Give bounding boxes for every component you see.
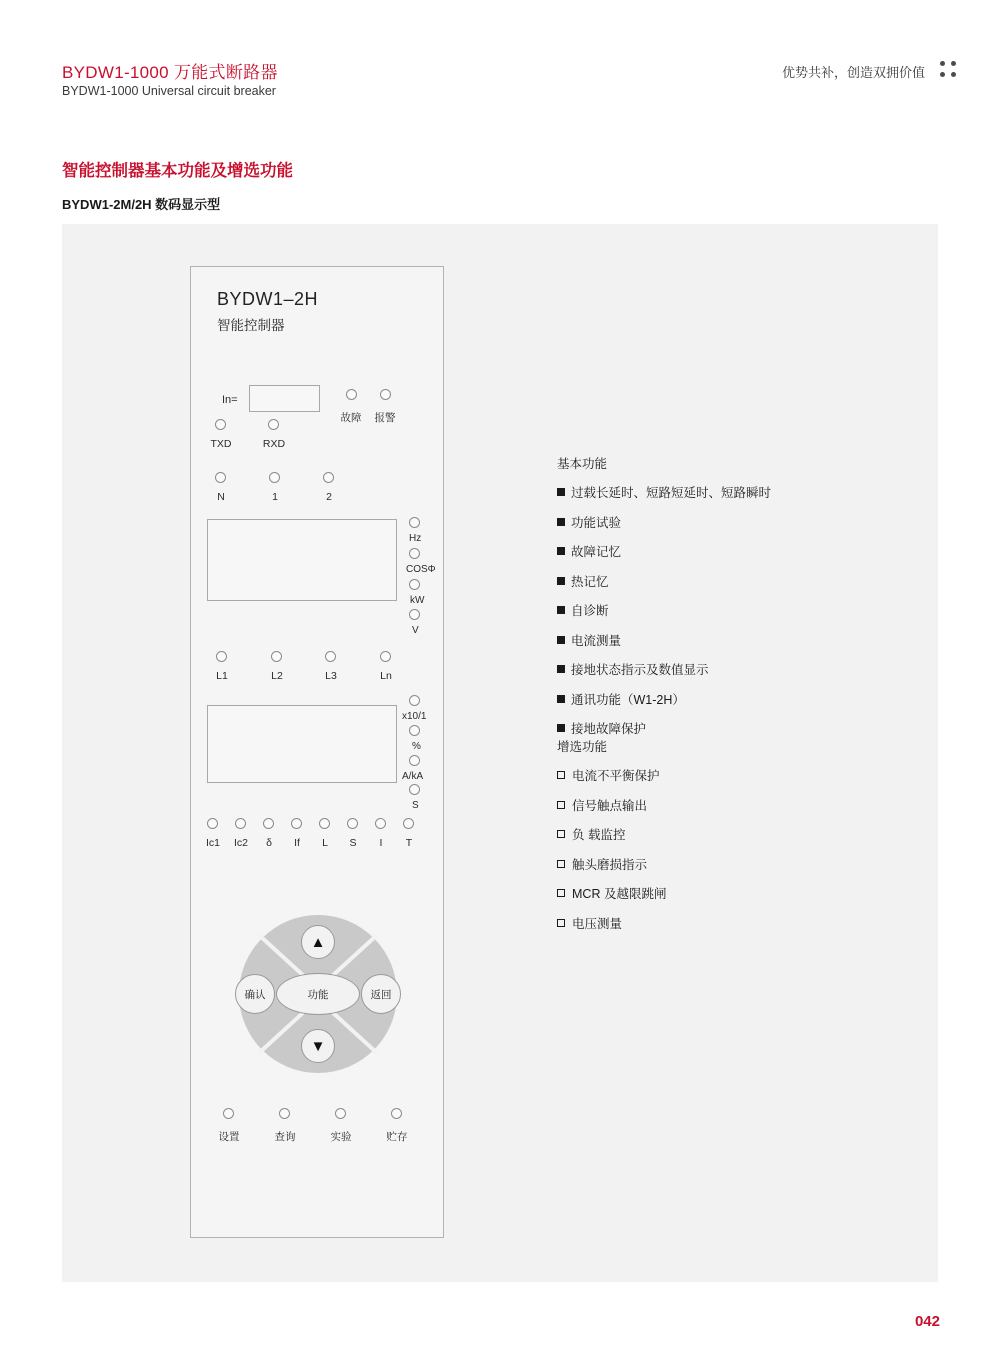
setting-led: [223, 1108, 234, 1119]
addr-led-1-label: 1: [272, 491, 278, 503]
fault-led: [346, 389, 357, 400]
s-led-label: S: [349, 837, 357, 849]
x10-led: [409, 695, 420, 706]
list-item-label: 故障记忆: [571, 545, 622, 559]
page-subtitle: BYDW1-2M/2H 数码显示型: [62, 197, 221, 212]
checkbox-empty-icon[interactable]: [557, 771, 565, 779]
bullet-filled-icon: [557, 518, 565, 526]
checkbox-empty-icon[interactable]: [557, 889, 565, 897]
hz-led: [409, 517, 420, 528]
delta-led: [263, 818, 274, 829]
ic2-led: [235, 818, 246, 829]
list-item-label: 电流不平衡保护: [572, 769, 660, 783]
aka-led: [409, 755, 420, 766]
in-label: In=: [222, 394, 238, 406]
cos-led: [409, 548, 420, 559]
percent-unit-label: %: [412, 741, 421, 752]
list-item-label: 过载长延时、短路短延时、短路瞬时: [571, 486, 772, 500]
l3-led-label: L3: [325, 670, 337, 682]
addr-led-1: [269, 472, 280, 483]
keypad: [239, 915, 397, 1073]
bullet-filled-icon: [557, 606, 565, 614]
ln-led: [380, 651, 391, 662]
addr-led-n-label: N: [217, 491, 225, 503]
list-item-label: 触头磨损指示: [572, 857, 648, 872]
four-dots-icon: [940, 61, 960, 79]
if-led: [291, 818, 302, 829]
i-led-label: I: [379, 837, 383, 849]
s-unit-led: [409, 784, 420, 795]
list-item: [557, 513, 771, 531]
txd-led: [215, 419, 226, 430]
list-item: [557, 914, 666, 932]
bullet-filled-icon: [557, 577, 565, 585]
s-unit-label: S: [412, 800, 419, 811]
list-item: [557, 796, 666, 814]
checkbox-empty-icon[interactable]: [557, 801, 565, 809]
list-item: [557, 719, 771, 737]
l1-led-label: L1: [216, 670, 228, 682]
test-led-label: 实验: [330, 1131, 352, 1143]
list-item: [557, 601, 771, 619]
percent-led: [409, 725, 420, 736]
query-led: [279, 1108, 290, 1119]
if-led-label: If: [294, 837, 300, 849]
basic-functions-heading: 基本功能: [557, 457, 608, 471]
alarm-led-label: 报警: [374, 412, 396, 424]
l-led: [319, 818, 330, 829]
s-led: [347, 818, 358, 829]
up-button[interactable]: ▲: [301, 925, 335, 959]
page-number: 042: [914, 1313, 940, 1330]
kw-led: [409, 579, 420, 590]
page-header: [0, 0, 1000, 120]
l1-led: [216, 651, 227, 662]
cos-unit-label: COSΦ: [406, 564, 436, 575]
device-model-sublabel: 智能控制器: [217, 318, 285, 333]
aka-unit-label: A/kA: [402, 771, 424, 782]
l2-led: [271, 651, 282, 662]
optional-functions-block: [557, 737, 666, 943]
function-button[interactable]: 功能: [276, 973, 360, 1015]
t-led-label: T: [405, 837, 413, 849]
store-led: [391, 1108, 402, 1119]
optional-functions-heading: 增选功能: [557, 740, 608, 754]
list-item-label: 接地状态指示及数值显示: [571, 663, 709, 677]
header-title-en: BYDW1-1000 Universal circuit breaker: [62, 84, 276, 98]
bullet-filled-icon: [557, 636, 565, 644]
l2-led-label: L2: [271, 670, 283, 682]
addr-led-2-label: 2: [326, 491, 332, 503]
addr-led-2: [323, 472, 334, 483]
page-title: 智能控制器基本功能及增选功能: [62, 162, 293, 180]
back-button[interactable]: 返回: [361, 974, 401, 1014]
kw-unit-label: kW: [410, 595, 425, 606]
addr-led-n: [215, 472, 226, 483]
l-led-label: L: [322, 837, 328, 849]
ic2-led-label: Ic2: [233, 837, 248, 849]
delta-led-label: δ: [266, 837, 272, 849]
list-item-label: MCR 及越限跳闸: [572, 887, 667, 901]
list-item-label: 热记忆: [571, 574, 609, 589]
bullet-filled-icon: [557, 724, 565, 732]
list-item: [557, 483, 771, 501]
bullet-filled-icon: [557, 547, 565, 555]
i-led: [375, 818, 386, 829]
test-led: [335, 1108, 346, 1119]
list-item-label: 自诊断: [571, 604, 609, 618]
store-led-label: 贮存: [386, 1131, 408, 1143]
list-item: [557, 884, 666, 902]
header-title-cn: BYDW1-1000 万能式断路器: [62, 63, 278, 82]
query-led-label: 查询: [274, 1131, 296, 1143]
list-item: [557, 690, 771, 708]
rxd-led-label: RXD: [262, 438, 286, 450]
list-item: [557, 660, 771, 678]
t-led: [403, 818, 414, 829]
list-item: [557, 572, 771, 590]
checkbox-empty-icon[interactable]: [557, 919, 565, 927]
ic1-led-label: Ic1: [205, 837, 220, 849]
list-item-label: 功能试验: [571, 515, 622, 530]
checkbox-empty-icon[interactable]: [557, 860, 565, 868]
bullet-filled-icon: [557, 488, 565, 496]
list-item: [557, 855, 666, 873]
list-item-label: 接地故障保护: [571, 722, 647, 736]
checkbox-empty-icon[interactable]: [557, 830, 565, 838]
upper-display-window: [207, 519, 397, 601]
header-slogan: 优势共补，创造双拥价值: [781, 65, 925, 80]
basic-functions-block: [557, 454, 771, 749]
rxd-led: [268, 419, 279, 430]
alarm-led: [380, 389, 391, 400]
txd-led-label: TXD: [210, 438, 232, 450]
list-item-label: 电压测量: [572, 916, 623, 931]
list-item: [557, 825, 666, 843]
bullet-filled-icon: [557, 695, 565, 703]
list-item: [557, 766, 666, 784]
content-panel: [62, 224, 938, 1282]
ic1-led: [207, 818, 218, 829]
list-item-label: 通讯功能（W1-2H）: [571, 692, 685, 707]
list-item-label: 信号触点输出: [572, 798, 648, 813]
list-item: [557, 631, 771, 649]
v-unit-label: V: [412, 625, 419, 636]
in-value-field[interactable]: [249, 385, 320, 412]
device-model-label: BYDW1–2H: [217, 289, 319, 309]
list-item: [557, 542, 771, 560]
lower-display-window: [207, 705, 397, 783]
list-item-label: 电流测量: [571, 633, 622, 648]
down-button[interactable]: ▼: [301, 1029, 335, 1063]
hz-unit-label: Hz: [409, 533, 422, 544]
x10-unit-label: x10/1: [402, 711, 427, 722]
fault-led-label: 故障: [340, 412, 362, 424]
v-led: [409, 609, 420, 620]
ln-led-label: Ln: [380, 670, 392, 682]
l3-led: [325, 651, 336, 662]
bullet-filled-icon: [557, 665, 565, 673]
confirm-button[interactable]: 确认: [235, 974, 275, 1014]
controller-device-illustration: [190, 266, 444, 1238]
list-item-label: 负 载监控: [572, 828, 626, 842]
setting-led-label: 设置: [218, 1131, 240, 1143]
